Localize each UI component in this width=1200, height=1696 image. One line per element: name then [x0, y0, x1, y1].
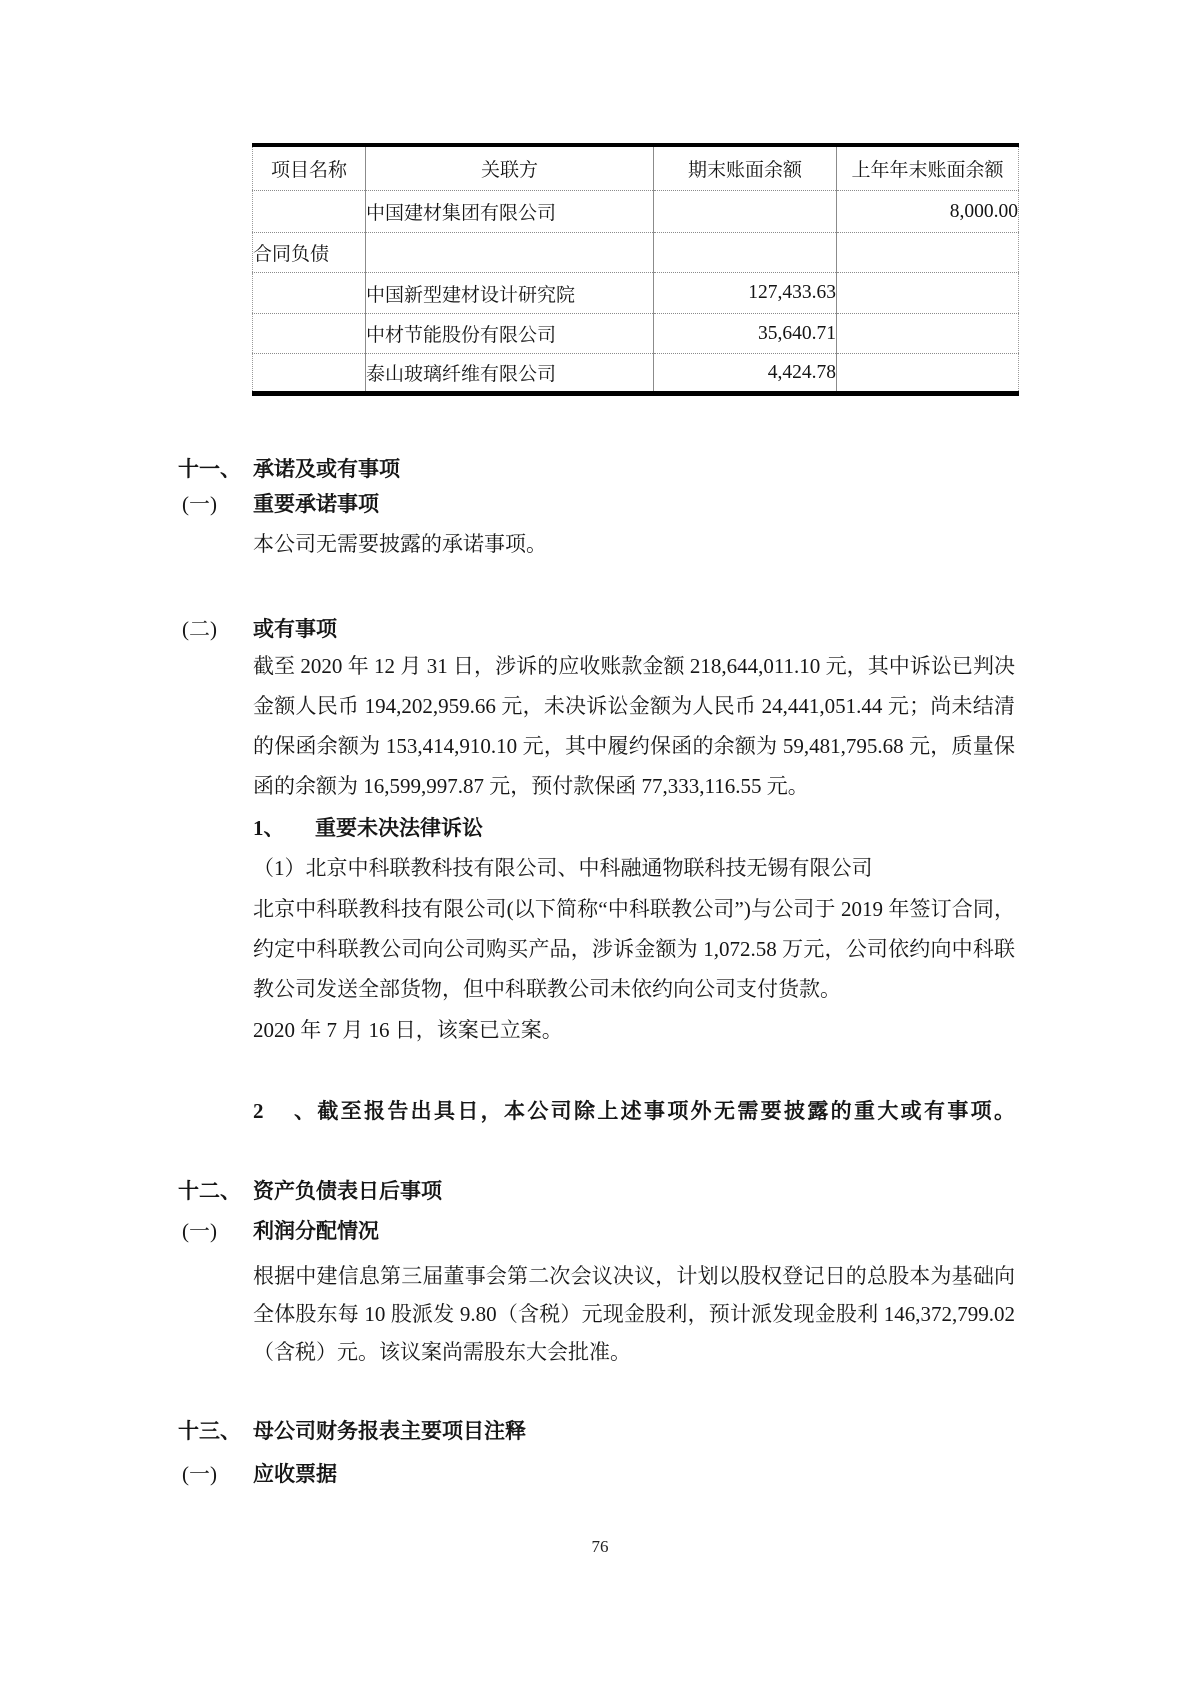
cell-ending-balance: 127,433.63 [654, 273, 837, 314]
subsection-13-1-number: (一) [182, 1462, 217, 1486]
cell-item [253, 314, 366, 354]
paragraph-no-commitments [253, 524, 1015, 564]
section-13-number: 十三、 [178, 1419, 241, 1443]
heading-number: 2、 [253, 1099, 315, 1123]
cell-prior-year-balance [837, 354, 1019, 394]
litigation-item-title [253, 848, 1015, 888]
heading-title: 重要未决法律诉讼 [315, 816, 483, 840]
cell-item [253, 354, 366, 394]
subsection-12-1-title: 利润分配情况 [253, 1219, 379, 1243]
heading-number: 1、 [253, 816, 285, 840]
section-13-title: 母公司财务报表主要项目注释 [253, 1419, 526, 1443]
related-party-balances-table [252, 143, 1019, 396]
page-number: 76 [591, 1537, 609, 1556]
cell-item [253, 273, 366, 314]
table-row [253, 314, 1019, 354]
subsection-12-1-number: (一) [182, 1219, 217, 1243]
table-row [253, 273, 1019, 314]
paragraph-dividend [253, 1257, 1015, 1371]
cell-ending-balance [654, 191, 837, 233]
paragraph-line: 北京中科联教科技有限公司(以下简称“中科联教公司”)与公司于 2019 年签订合同， [253, 897, 1015, 921]
paragraph-line: 函的余额为 16,599,997.87 元，预付款保函 77,333,116.55 元。 [253, 774, 809, 798]
cell-ending-balance: 4,424.78 [654, 354, 837, 394]
paragraph-contingencies [253, 646, 1015, 806]
cell-related-party: 中国建材集团有限公司 [366, 191, 654, 233]
table-row [253, 354, 1019, 394]
paragraph-line: 全体股东每 10 股派发 9.80（含税）元现金股利，预计派发现金股利 146,372,799.02 [253, 1302, 1015, 1326]
cell-prior-year-balance [837, 314, 1019, 354]
paragraph-line: （1）北京中科联教科技有限公司、中科融通物联科技无锡有限公司 [253, 856, 873, 880]
subsection-11-1-number: (一) [182, 492, 217, 516]
paragraph-line: 根据中建信息第三届董事会第二次会议决议，计划以股权登记日的总股本为基础向 [253, 1264, 1015, 1288]
paragraph-line: 约定中科联教公司向公司购买产品，涉诉金额为 1,072.58 万元，公司依约向中科联 [253, 937, 1015, 961]
section-11-title: 承诺及或有事项 [253, 457, 400, 481]
paragraph-line: 的保函余额为 153,414,910.10 元，其中履约保函的余额为 59,481,795.68 元，质量保 [253, 734, 1015, 758]
subsection-11-2-title: 或有事项 [253, 617, 337, 641]
cell-item [253, 191, 366, 233]
subsection-13-1-heading [182, 1454, 337, 1494]
heading-title: 截至报告出具日，本公司除上述事项外无需要披露的重大或有事项。 [315, 1099, 1015, 1123]
header-item-name: 项目名称 [270, 160, 347, 181]
section-11-heading [178, 449, 400, 489]
cell-ending-balance: 35,640.71 [654, 314, 837, 354]
cell-related-party: 中国新型建材设计研究院 [366, 273, 654, 314]
cell-ending-balance [654, 233, 837, 273]
section-11-number: 十一、 [178, 457, 241, 481]
cell-item: 合同负债 [253, 233, 366, 273]
cell-prior-year-balance [837, 273, 1019, 314]
cell-related-party: 中材节能股份有限公司 [366, 314, 654, 354]
section-12-number: 十二、 [178, 1179, 241, 1203]
cell-prior-year-balance: 8,000.00 [837, 191, 1019, 233]
paragraph-line: 金额人民币 194,202,959.66 元，未决诉讼金额为人民币 24,441,051.44 元；尚未结清 [253, 694, 1015, 718]
cell-prior-year-balance [837, 233, 1019, 273]
cell-related-party [366, 233, 654, 273]
table-header-row [253, 145, 1019, 191]
subsection-11-1-heading [182, 484, 379, 524]
header-related-party: 关联方 [366, 145, 654, 191]
paragraph-litigation-detail [253, 889, 1015, 1009]
table-row [253, 233, 1019, 273]
subsection-12-1-heading [182, 1211, 379, 1251]
paragraph-line: （含税）元。该议案尚需股东大会批准。 [253, 1340, 631, 1364]
subsection-11-1-title: 重要承诺事项 [253, 492, 379, 516]
section-12-title: 资产负债表日后事项 [253, 1179, 442, 1203]
paragraph-line: 本公司无需要披露的承诺事项。 [253, 532, 547, 556]
paragraph-line: 截至 2020 年 12 月 31 日，涉诉的应收账款金额 218,644,011.10 元，其中诉讼已判决 [253, 654, 1015, 678]
heading-no-other-contingencies [253, 1091, 1015, 1131]
header-prior-year-balance: 上年年末账面余额 [837, 145, 1019, 191]
paragraph-line: 教公司发送全部货物，但中科联教公司未依约向公司支付货款。 [253, 977, 841, 1001]
paragraph-line: 2020 年 7 月 16 日，该案已立案。 [253, 1018, 563, 1042]
paragraph-filing-date [253, 1010, 1015, 1050]
subsection-11-2-number: (二) [182, 617, 217, 641]
subsection-11-2-heading [182, 609, 337, 649]
section-12-heading [178, 1171, 442, 1211]
cell-related-party: 泰山玻璃纤维有限公司 [366, 354, 654, 394]
heading-pending-litigation [253, 808, 1015, 848]
subsection-13-1-title: 应收票据 [253, 1462, 337, 1486]
section-13-heading [178, 1411, 526, 1451]
table-row [253, 191, 1019, 233]
header-ending-balance: 期末账面余额 [654, 145, 837, 191]
